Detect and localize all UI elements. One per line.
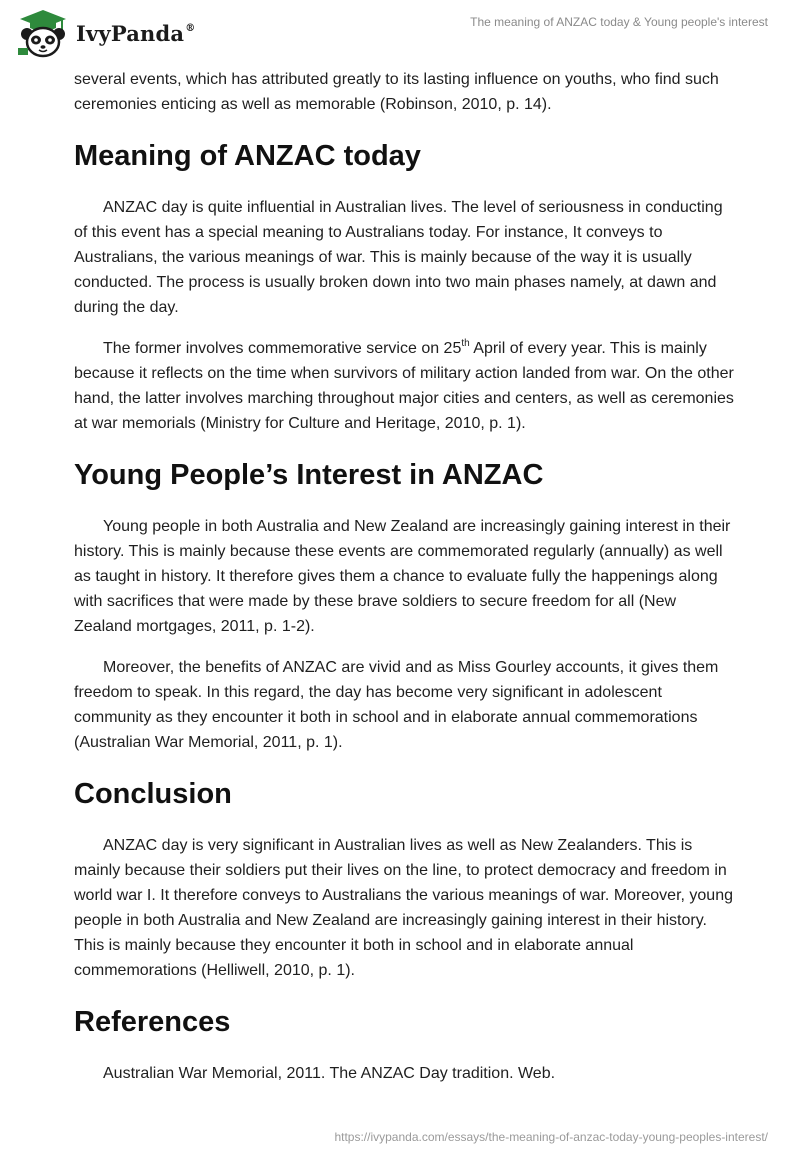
page-header: [0, 0, 800, 66]
meaning-paragraph-1: ANZAC day is quite influential in Australian lives. The level of seriousness in conducting of this event has a special meaning to Australians today. For instance, It conveys to Australians, the various meanings of war. This is mainly because of the way it is usually conducted. The process is usually broken down into two main phases namely, at dawn and during the day.: [74, 199, 723, 316]
heading-meaning-of-anzac: Meaning of ANZAC today: [74, 140, 421, 172]
conclusion-paragraph: ANZAC day is very significant in Australian lives as well as New Zealanders. This is mainly because their soldiers put their lives on the line, to protect democracy and freedom in world war I. It therefore conveys to Australians the various meanings of war. Moreover, young people in both Australia and New Zealand are increasingly gaining interest in their history. This is mainly because they encounter it both in school and in elaborate annual commemorations (Helliwell, 2010, p. 1).: [74, 837, 733, 979]
source-url-link[interactable]: https://ivypanda.com/essays/the-meaning-of-anzac-today-young-peoples-interest/: [334, 1130, 768, 1144]
heading-young-peoples-interest: Young People’s Interest in ANZAC: [74, 459, 544, 491]
brand-name: IvyPanda®: [76, 20, 196, 46]
intro-paragraph: several events, which has attributed greatly to its lasting influence on youths, who find such ceremonies enticing as well as memorable (Robinson, 2010, p. 14).: [74, 71, 719, 113]
heading-conclusion: Conclusion: [74, 778, 232, 810]
document-title: The meaning of ANZAC today & Young people's interest: [470, 15, 768, 29]
heading-references: References: [74, 1006, 231, 1038]
young-paragraph-2: Moreover, the benefits of ANZAC are vivid and as Miss Gourley accounts, it gives them freedom to speak. In this regard, the day has become very significant in adolescent community as they encounter it both in school and in elaborate annual commemorations (Australian War Memorial, 2011, p. 1).: [74, 659, 719, 751]
reference-item: Australian War Memorial, 2011. The ANZAC Day tradition. Web.: [103, 1065, 556, 1082]
meaning-paragraph-2: The former involves commemorative service on 25th April of every year. This is mainly because it reflects on the time when survivors of military action landed from war. On the other hand, the latter involves marching throughout major cities and centers, as well as ceremonies at war memorials (Ministry for Culture and Heritage, 2010, p. 1).: [74, 338, 734, 432]
essay-body: [74, 67, 734, 1086]
brand-logo[interactable]: [16, 8, 195, 58]
young-paragraph-1: Young people in both Australia and New Zealand are increasingly gaining interest in their history. This is mainly because these events are commemorated regularly (annually) as well as taught in history. It therefore gives them a chance to evaluate fully the happenings along with sacrifices that were made by these brave soldiers to secure freedom for all (New Zealand mortgages, 2011, p. 1-2).: [74, 518, 731, 635]
panda-graduate-icon: [16, 8, 70, 58]
